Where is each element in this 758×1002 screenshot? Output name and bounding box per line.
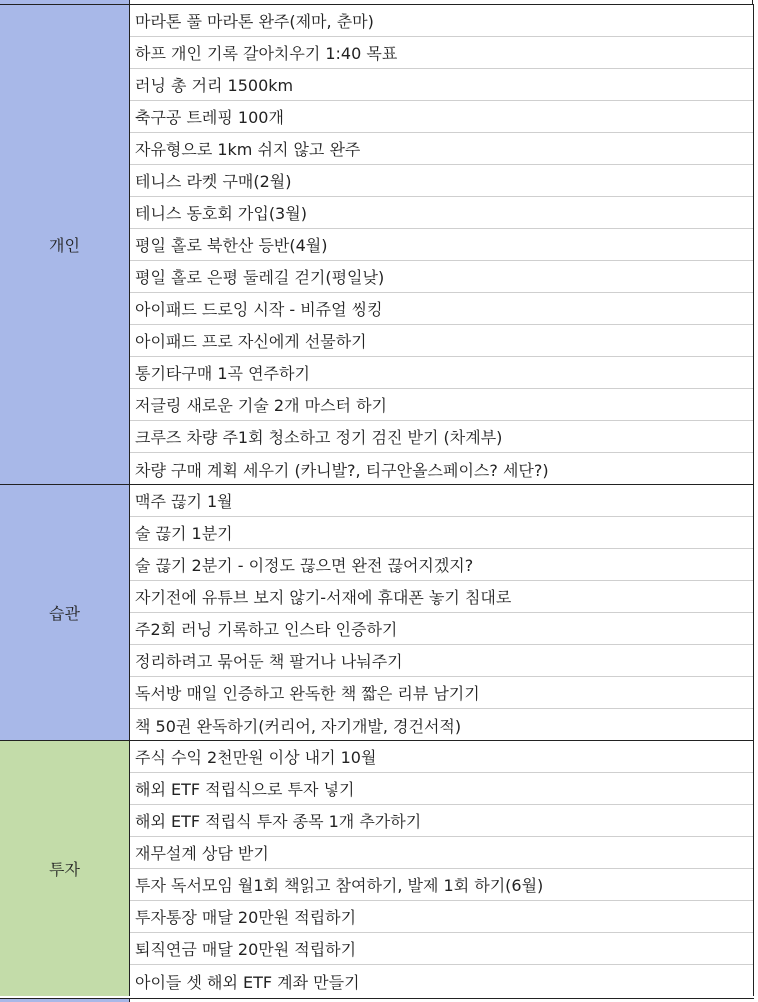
goal-item-cell[interactable]: 독서방 매일 인증하고 완독한 책 짧은 리뷰 남기기 [130, 677, 753, 709]
goal-item-cell[interactable]: 자유형으로 1km 쉬지 않고 완주 [130, 133, 753, 165]
goal-item-cell[interactable]: 자기전에 유튜브 보지 않기-서재에 휴대폰 놓기 침대로 [130, 581, 753, 613]
goal-item-cell[interactable]: 해외 ETF 적립식 투자 종목 1개 추가하기 [130, 805, 753, 837]
goal-item-cell[interactable]: 통기타구매 1곡 연주하기 [130, 357, 753, 389]
category-cell[interactable]: 습관 [0, 485, 130, 740]
goal-item-cell[interactable]: 평일 홀로 북한산 등반(4월) [130, 229, 753, 261]
goal-item-cell[interactable]: 아이패드 드로잉 시작 - 비쥬얼 씽킹 [130, 293, 753, 325]
group-habit [0, 484, 754, 740]
goal-item-cell[interactable]: 투자 독서모임 월1회 책읽고 참여하기, 발제 1회 하기(6월) [130, 869, 753, 901]
item-column [130, 741, 754, 996]
item-column [130, 5, 754, 484]
goal-item-cell[interactable]: 정리하려고 묶어둔 책 팔거나 나눠주기 [130, 645, 753, 677]
goal-item-cell[interactable]: 퇴직연금 매달 20만원 적립하기 [130, 933, 753, 965]
goal-item-cell[interactable]: 아이패드 프로 자신에게 선물하기 [130, 325, 753, 357]
next-row-strip[interactable] [0, 998, 754, 1002]
goal-item-cell[interactable]: 맥주 끊기 1월 [130, 485, 753, 517]
goal-item-cell[interactable]: 하프 개인 기록 갈아치우기 1:40 목표 [130, 37, 753, 69]
goal-item-cell[interactable]: 평일 홀로 은평 둘레길 걷기(평일낮) [130, 261, 753, 293]
goal-item-cell[interactable]: 마라톤 풀 마라톤 완주(제마, 춘마) [130, 5, 753, 37]
group-personal [0, 4, 754, 484]
goal-item-cell[interactable]: 술 끊기 1분기 [130, 517, 753, 549]
goal-item-cell[interactable]: 축구공 트레핑 100개 [130, 101, 753, 133]
goal-item-cell[interactable]: 주식 수익 2천만원 이상 내기 10월 [130, 741, 753, 773]
goal-item-cell[interactable]: 테니스 동호회 가입(3월) [130, 197, 753, 229]
goal-item-cell[interactable]: 주2회 러닝 기록하고 인스타 인증하기 [130, 613, 753, 645]
goal-item-cell[interactable]: 재무설계 상담 받기 [130, 837, 753, 869]
goal-item-cell[interactable]: 투자통장 매달 20만원 적립하기 [130, 901, 753, 933]
item-column [130, 485, 754, 740]
category-cell[interactable]: 투자 [0, 741, 130, 996]
group-invest [0, 740, 754, 996]
goal-item-cell[interactable]: 저글링 새로운 기술 2개 마스터 하기 [130, 389, 753, 421]
goal-item-cell[interactable]: 차량 구매 계획 세우기 (카니발?, 티구안올스페이스? 세단?) [135, 460, 549, 480]
goal-item-cell[interactable]: 테니스 라켓 구매(2월) [130, 165, 753, 197]
goal-item-cell[interactable]: 아이들 셋 해외 ETF 계좌 만들기 [135, 972, 360, 992]
goal-item-cell[interactable]: 러닝 총 거리 1500km [130, 69, 753, 101]
goal-item-cell[interactable]: 책 50권 완독하기(커리어, 자기개발, 경건서적) [135, 716, 462, 736]
goal-item-cell[interactable]: 술 끊기 2분기 - 이정도 끊으면 완전 끊어지겠지? [130, 549, 753, 581]
goal-item-cell[interactable]: 해외 ETF 적립식으로 투자 넣기 [130, 773, 753, 805]
category-cell[interactable]: 개인 [0, 5, 130, 484]
goal-item-cell[interactable]: 크루즈 차량 주1회 청소하고 정기 검진 받기 (차계부) [130, 421, 753, 453]
